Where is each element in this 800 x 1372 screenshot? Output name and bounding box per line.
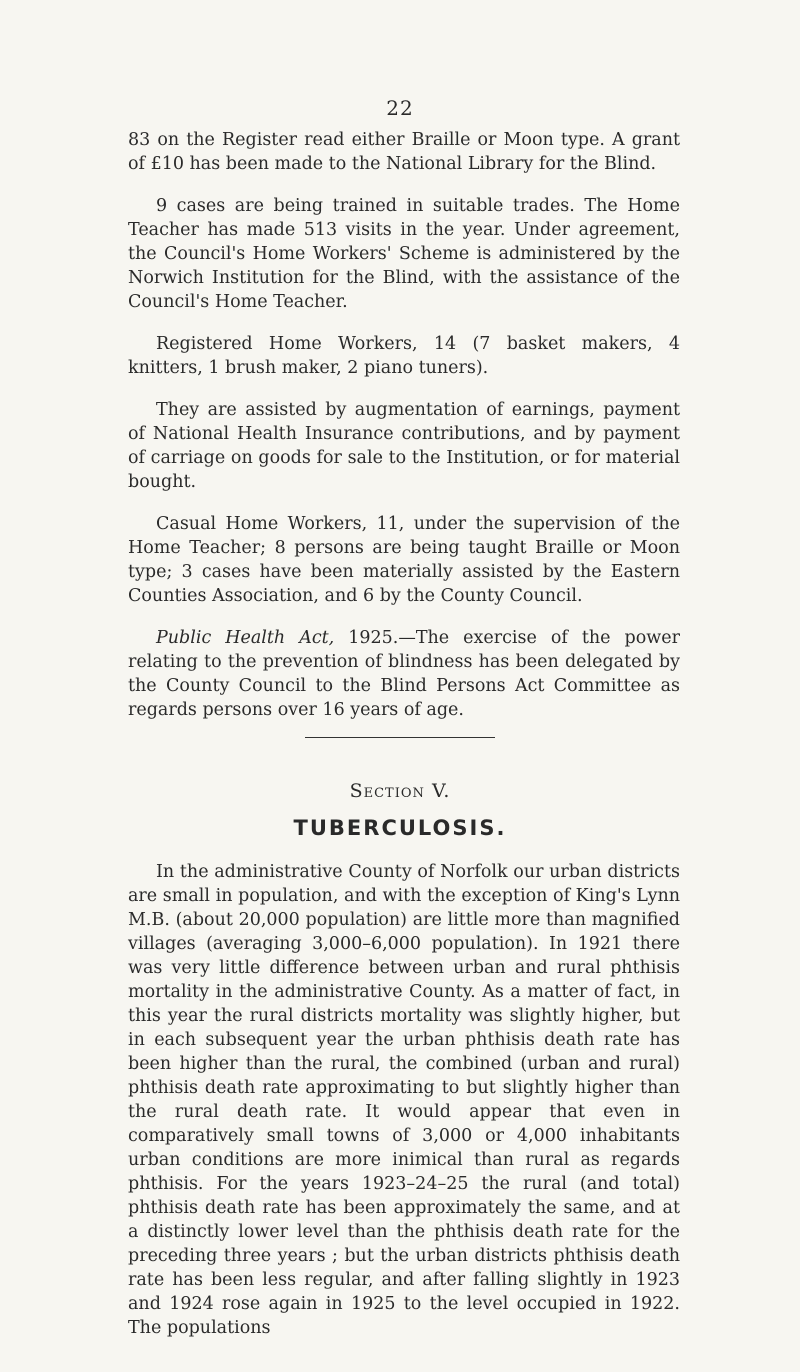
paragraph-tuberculosis: In the administrative County of Norfolk our urban districts are small in population, and with the exception of King's Lynn M.B. (about 20,000 population) are little more than magnified villages (averaging 3,000–6,000 population). In 1921 there was very little difference between urban and rural phthisis mortality in the administrative County. As a matter of fact, in this year the rural districts mortality was slightly higher, but in each subsequent year the urban phthisis death rate has been higher than the rural, the combined (urban and rural) phthisis death rate approximating to but slightly higher than the rural death rate. It would appear that even in comparatively small towns of 3,000 or 4,000 inhabitants urban conditions are more inimical than rural as regards phthisis. For the years 1923–24–25 the rural (and total) phthisis death rate has been approximately the same, and at a distinctly lower level than the phthisis death rate for the preceding three years ; but the urban districts phthisis death rate has been less regular, and after falling slightly in 1923 and 1924 rose again in 1925 to the level occupied in 1922. The populations — [128, 862, 680, 1338]
section-divider — [305, 737, 495, 738]
paragraph-casual-workers: Casual Home Workers, 11, under the supervision of the Home Teacher; 8 persons are being taught Braille or Moon type; 3 cases have been materially assisted by the Eastern Counties Association, and 6 by the County Council. — [128, 514, 680, 606]
bottom-text-block — [128, 860, 680, 1358]
paragraph-braille-grant: 83 on the Register read either Braille or Moon type. A grant of £10 has been made to the National Library for the Blind. — [128, 130, 680, 174]
section-heading: Section V. — [349, 780, 451, 802]
page-number: 22 — [386, 96, 414, 120]
paragraph-public-health-act — [128, 626, 680, 722]
paragraph-assistance: They are assisted by augmentation of earnings, payment of National Health Insurance contributions, and by payment of carriage on goods for sale to the Institution, or for material bought. — [128, 400, 680, 492]
paragraph-trades-visits: 9 cases are being trained in suitable trades. The Home Teacher has made 513 visits in the year. Under agreement, the Council's Home Workers' Scheme is administered by the Norwich Institution for the Blind, with the assistance of the Council's Home Teacher. — [128, 196, 680, 312]
paragraph-registered-workers: Registered Home Workers, 14 (7 basket makers, 4 knitters, 1 brush maker, 2 piano tuners). — [128, 334, 680, 378]
section-title: TUBERCULOSIS. — [293, 816, 507, 840]
act-text: 1925.—The exercise of the power relating to the prevention of blindness has been delegated by the County Council to the Blind Persons Act Committee as regards persons over 16 years of age. — [128, 628, 680, 720]
act-title: Public Health Act, — [156, 628, 335, 648]
top-text-block — [128, 128, 680, 740]
